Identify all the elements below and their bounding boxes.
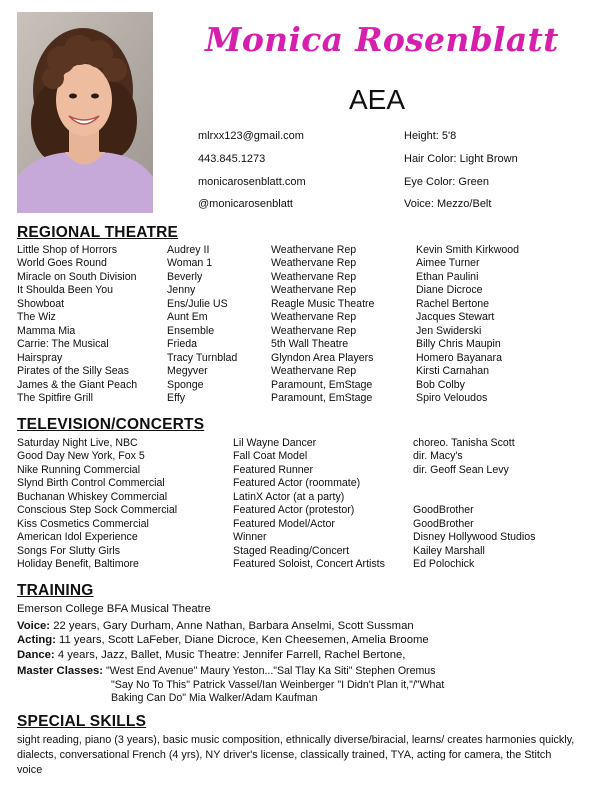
regional-credit-cell: Aimee Turner [416, 257, 480, 270]
regional-credit-cell: Hairspray [17, 351, 63, 364]
tv-credit-cell: Kiss Cosmetics Commercial [17, 517, 149, 530]
training-voice [17, 620, 414, 632]
tv-credit-cell: LatinX Actor (at a party) [233, 490, 345, 503]
regional-credit-cell: Bob Colby [416, 378, 465, 391]
tv-credit-cell: Holiday Benefit, Baltimore [17, 558, 139, 571]
contact-social[interactable]: @monicarosenblatt [198, 198, 293, 210]
regional-credit-cell: Weathervane Rep [271, 284, 357, 297]
regional-credit-cell: World Goes Round [17, 257, 107, 270]
contact-phone[interactable]: 443.845.1273 [198, 153, 266, 165]
tv-credit-cell: Featured Soloist, Concert Artists [233, 558, 385, 571]
regional-credit-cell: Weathervane Rep [271, 257, 357, 270]
contact-website[interactable]: monicarosenblatt.com [198, 176, 306, 188]
training-master-label: Master Classes: [17, 665, 104, 677]
regional-credit-cell: Weathervane Rep [271, 311, 357, 324]
regional-credit-cell: Frieda [167, 338, 198, 351]
regional-credit-cell: Weathervane Rep [271, 324, 357, 337]
training-voice-label: Voice: [17, 620, 51, 632]
headshot-illustration [17, 12, 153, 213]
regional-credit-cell: Paramount, EmStage [271, 391, 373, 404]
regional-credit-cell: Ethan Paulini [416, 270, 479, 283]
regional-credit-cell: Jenny [167, 284, 196, 297]
regional-credit-cell: The Spitfire Grill [17, 391, 93, 404]
tv-credit-cell: choreo. Tanisha Scott [413, 437, 515, 449]
stat-voice: Voice: Mezzo/Belt [404, 198, 492, 210]
training-school: Emerson College BFA Musical Theatre [17, 603, 211, 615]
training-dance [17, 649, 405, 661]
regional-credit-cell: Homero Bayanara [416, 351, 502, 364]
tv-credit-cell: GoodBrother [413, 504, 474, 517]
stat-eye-color: Eye Color: Green [404, 176, 489, 188]
tv-credit-cell: Featured Model/Actor [233, 517, 335, 530]
regional-credit-cell: Audrey II [167, 244, 210, 256]
regional-credit-cell: Billy Chris Maupin [416, 338, 501, 351]
regional-credit-cell: Kirsti Carnahan [416, 365, 490, 378]
regional-credit-cell: Pirates of the Silly Seas [17, 365, 129, 378]
training-master [17, 665, 436, 677]
union-affiliation: AEA [349, 84, 406, 115]
training-acting-label: Acting: [17, 634, 56, 646]
tv-credit-cell: Winner [233, 531, 267, 544]
regional-credit-cell: Weathervane Rep [271, 365, 357, 378]
section-heading-training: TRAINING [17, 582, 94, 599]
tv-credit-cell: Featured Runner [233, 463, 314, 476]
regional-credit-cell: Paramount, EmStage [271, 378, 373, 391]
training-master-text-1: "West End Avenue" Maury Yeston..."Sal Tlay Ka Siti" Stephen Oremus [105, 665, 436, 677]
tv-credit-cell: Ed Polochick [413, 558, 475, 571]
section-heading-tv: TELEVISION/CONCERTS [17, 416, 205, 433]
regional-credit-cell: Jen Swiderski [416, 324, 482, 337]
tv-credit-cell: Songs For Slutty Girls [17, 544, 121, 557]
contact-email[interactable]: mlrxx123@gmail.com [198, 130, 304, 142]
regional-credit-cell: Beverly [167, 270, 203, 283]
regional-credit-cell: Showboat [17, 297, 65, 310]
tv-credit-cell: Good Day New York, Fox 5 [17, 450, 145, 463]
regional-credit-cell: Tracy Turnblad [167, 351, 238, 364]
training-voice-text: 22 years, Gary Durham, Anne Nathan, Barbara Anselmi, Scott Sussman [53, 620, 414, 632]
regional-credit-cell: Effy [167, 391, 186, 404]
tv-credit-cell: Saturday Night Live, NBC [17, 437, 138, 449]
training-acting-text: 11 years, Scott LaFeber, Diane Dicroce, Ken Cheesemen, Amelia Broome [59, 634, 429, 646]
regional-credit-cell: Megyver [167, 365, 208, 378]
regional-credit-cell: The Wiz [17, 311, 56, 324]
regional-credit-cell: Miracle on South Division [17, 270, 137, 283]
tv-credit-cell: dir. Geoff Sean Levy [413, 463, 509, 476]
tv-credit-cell: American Idol Experience [17, 531, 138, 544]
regional-credit-cell: Mamma Mia [17, 324, 76, 337]
tv-credit-cell: Slynd Birth Control Commercial [17, 477, 165, 490]
regional-credit-cell: Reagle Music Theatre [271, 297, 375, 310]
training-master-text-3: Baking Can Do" Mia Walker/Adam Kaufman [111, 692, 318, 704]
regional-credit-cell: Sponge [167, 378, 204, 391]
special-skills-text: sight reading, piano (3 years), basic music composition, ethnically diverse/biracial, learns/ creates harmonies quickly, dialects, conversational French (4 yrs), NY driver's license, classically trained, TYA, acting for camera, the Stitch voice [17, 734, 575, 776]
stat-height: Height: 5'8 [404, 130, 457, 142]
training-master-text-2: "Say No To This" Patrick Vassel/Ian Weinberger "I Didn't Plan it,"/"What [111, 679, 445, 691]
regional-credit-cell: Aunt Em [167, 311, 208, 324]
tv-credit-cell: Kailey Marshall [413, 544, 485, 557]
tv-credit-cell: GoodBrother [413, 517, 474, 530]
tv-credit-cell: Lil Wayne Dancer [233, 437, 317, 449]
tv-credit-cell: Buchanan Whiskey Commercial [17, 490, 168, 503]
training-dance-text: 4 years, Jazz, Ballet, Music Theatre: Jennifer Farrell, Rachel Bertone, [57, 649, 406, 661]
tv-credit-cell: dir. Macy's [413, 450, 463, 463]
regional-credit-cell: Carrie: The Musical [17, 338, 109, 351]
tv-credit-cell: Featured Actor (roommate) [233, 477, 361, 490]
tv-credit-cell: Staged Reading/Concert [233, 544, 350, 557]
regional-credit-cell: Weathervane Rep [271, 244, 357, 256]
regional-credit-cell: Diane Dicroce [416, 284, 483, 297]
training-dance-label: Dance: [17, 649, 55, 661]
tv-credit-cell: Disney Hollywood Studios [413, 531, 536, 544]
regional-credit-cell: Little Shop of Horrors [17, 244, 118, 256]
tv-credit-cell: Nike Running Commercial [17, 463, 141, 476]
regional-credit-cell: Ensemble [167, 324, 215, 337]
stat-hair-color: Hair Color: Light Brown [404, 153, 518, 165]
regional-credit-cell: Ens/Julie US [167, 297, 228, 310]
regional-credit-cell: Glyndon Area Players [271, 351, 374, 364]
regional-credit-cell: It Shoulda Been You [17, 284, 114, 297]
regional-credit-cell: 5th Wall Theatre [271, 338, 349, 351]
regional-credit-cell: Woman 1 [167, 257, 213, 270]
regional-credit-cell: James & the Giant Peach [17, 378, 138, 391]
section-heading-skills: SPECIAL SKILLS [17, 713, 147, 730]
regional-credit-cell: Jacques Stewart [416, 311, 495, 324]
performer-name: Monica Rosenblatt [205, 20, 559, 59]
tv-credit-cell: Conscious Step Sock Commercial [17, 504, 178, 517]
regional-credit-cell: Spiro Veloudos [416, 391, 488, 404]
section-heading-regional: REGIONAL THEATRE [17, 224, 179, 241]
headshot-photo [17, 12, 153, 213]
training-acting [17, 634, 429, 646]
tv-credit-cell: Featured Actor (protestor) [233, 504, 355, 517]
regional-credit-cell: Weathervane Rep [271, 270, 357, 283]
regional-credit-cell: Kevin Smith Kirkwood [416, 244, 520, 256]
tv-credit-cell: Fall Coat Model [233, 450, 308, 463]
regional-credit-cell: Rachel Bertone [416, 297, 490, 310]
